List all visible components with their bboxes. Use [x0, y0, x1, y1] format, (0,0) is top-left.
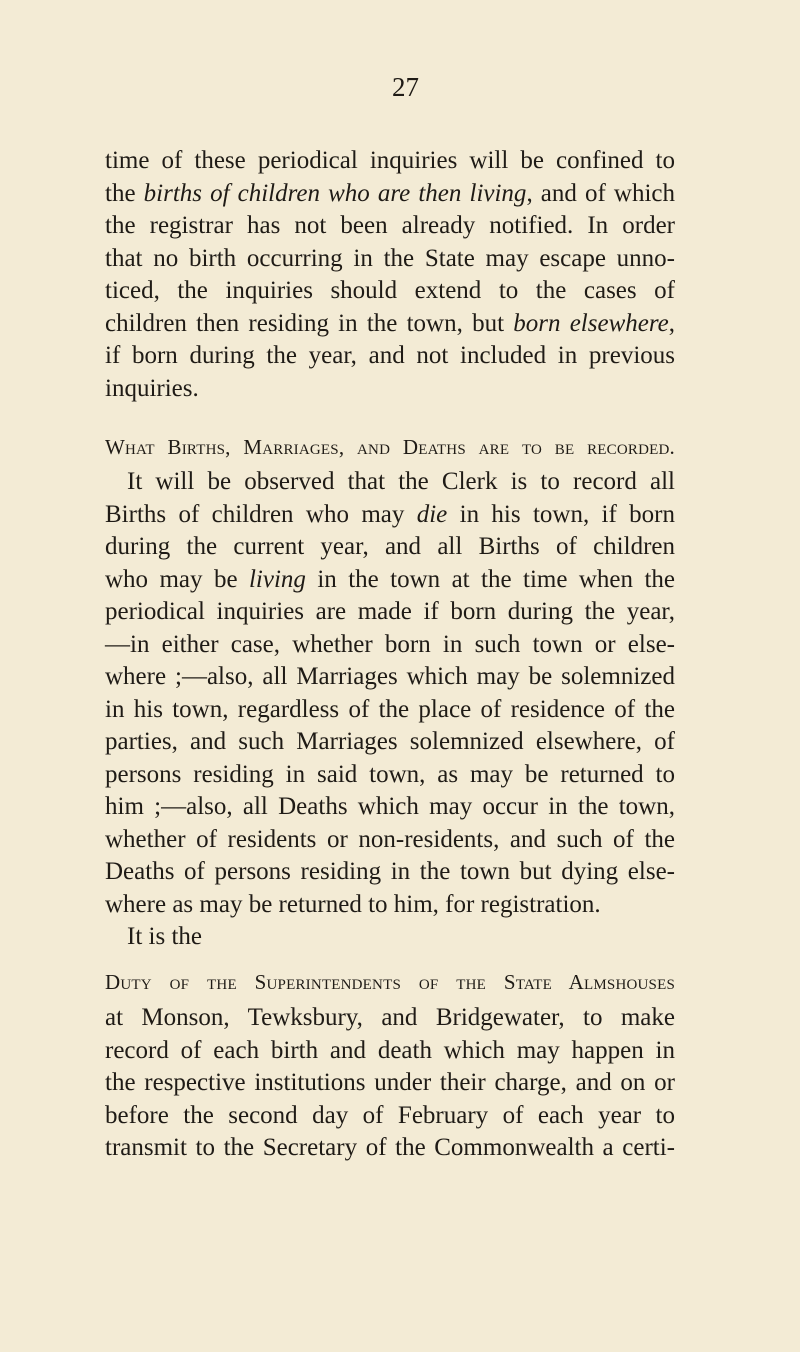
text-line: if born during the year, and not included in previous: [105, 342, 675, 369]
text-line: ticed, the inquiries should extend to the cases of: [105, 277, 675, 304]
text-line: where ;—also, all Marriages which may be solemnized: [105, 663, 675, 690]
section-heading-duty: Duty of the Superintendents of the State Almshouses: [105, 970, 675, 994]
text-line: the births of children who are then living, and of which: [105, 179, 675, 207]
text-line: the registrar has not been already notified. In order: [105, 212, 675, 239]
text-line: during the current year, and all Births of children: [105, 533, 675, 560]
text-line: children then residing in the town, but born elsewhere,: [105, 309, 675, 337]
page-number: 27: [392, 72, 419, 102]
text-line: where as may be returned to him, for registration.: [105, 890, 601, 918]
italic-phrase: births of children who are then living: [143, 179, 527, 207]
text-line: parties, and such Marriages solemnized elsewhere, of: [105, 728, 675, 755]
text-line: It is the: [127, 923, 202, 950]
text-line: in his town, regardless of the place of residence of the: [105, 695, 675, 723]
paragraph-periodical-inquiries: [105, 145, 675, 405]
text-line: transmit to the Secretary of the Commonwealth a certi-: [105, 1134, 675, 1161]
text-line: him ;—also, all Deaths which may occur in the town,: [105, 793, 675, 820]
text-line: —in either case, whether born in such town or else-: [105, 630, 675, 658]
text-line: Deaths of persons residing in the town but dying else-: [105, 858, 675, 885]
text-line: Births of children who may die in his town, if born: [105, 500, 675, 528]
text-line: the respective institutions under their charge, and on or: [105, 1069, 675, 1096]
text-line: whether of residents or non-residents, and such of the: [105, 825, 675, 853]
text-line: It will be observed that the Clerk is to record all: [127, 468, 675, 495]
text-line: inquiries.: [105, 374, 199, 402]
italic-phrase: born elsewhere: [513, 309, 669, 337]
text-line: record of each birth and death which may happen in: [105, 1036, 675, 1064]
italic-word: die: [416, 500, 448, 528]
paragraph-what-recorded: [105, 466, 675, 954]
text-line: that no birth occurring in the State may escape unno-: [105, 244, 675, 272]
text-line: time of these periodical inquiries will be confined to: [105, 147, 675, 174]
section-heading-records: What Births, Marriages, and Deaths are to be recorded.: [105, 435, 675, 459]
text-line: before the second day of February of each year to: [105, 1101, 675, 1129]
paragraph-almshouses: [105, 1002, 675, 1165]
text-line: periodical inquiries are made if born during the year,: [105, 598, 675, 625]
text-line: at Monson, Tewksbury, and Bridgewater, to make: [105, 1004, 675, 1031]
text-line: who may be living in the town at the time when the: [105, 565, 675, 593]
italic-word: living: [248, 565, 306, 593]
text-line: persons residing in said town, as may be returned to: [105, 760, 675, 788]
